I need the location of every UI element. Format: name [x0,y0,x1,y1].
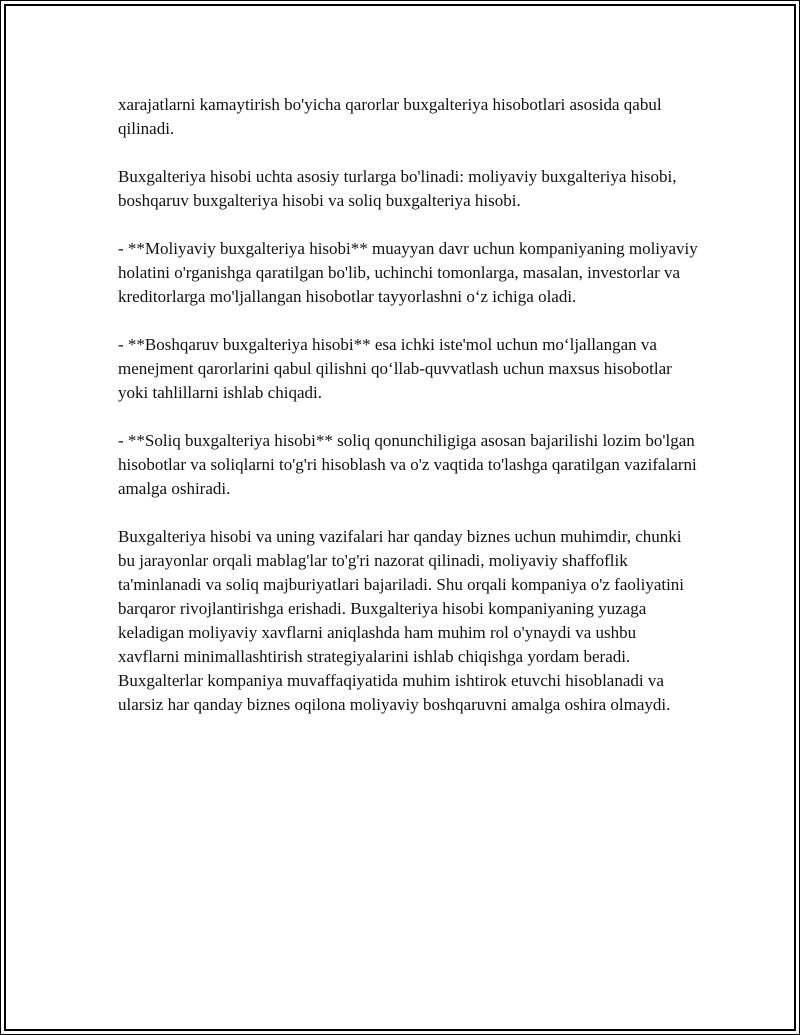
paragraph-tax-accounting: - **Soliq buxgalteriya hisobi** soliq qonunchiligiga asosan bajarilishi lozim bo'lgan hisobotlar va soliqlarni to'g'ri hisoblash va o'z vaqtida to'lashga qaratilgan vazifalarni amalga oshiradi. [118,431,697,498]
paragraph-types-overview: Buxgalteriya hisobi uchta asosiy turlarga bo'linadi: moliyaviy buxgalteriya hisobi, boshqaruv buxgalteriya hisobi va soliq buxgalteriya hisobi. [118,167,677,210]
document-body [118,93,698,741]
paragraph-intro: xarajatlarni kamaytirish bo'yicha qarorlar buxgalteriya hisobotlari asosida qabul qilinadi. [118,95,662,138]
paragraph-financial-accounting: - **Moliyaviy buxgalteriya hisobi** muayyan davr uchun kompaniyaning moliyaviy holatini o'rganishga qaratilgan bo'lib, uchinchi tomonlarga, masalan, investorlar va kreditorlarga mo'ljallangan hisobotlar tayyorlashni o‘z ichiga oladi. [118,239,698,306]
paragraph-management-accounting: - **Boshqaruv buxgalteriya hisobi** esa ichki iste'mol uchun mo‘ljallangan va menejment qarorlarini qabul qilishni qo‘llab-quvvatlash uchun maxsus hisobotlar yoki tahlillarni ishlab chiqadi. [118,335,672,402]
paragraph-conclusion: Buxgalteriya hisobi va uning vazifalari har qanday biznes uchun muhimdir, chunki bu jarayonlar orqali mablag'lar to'g'ri nazorat qilinadi, moliyaviy shaffoflik ta'minlanadi va soliq majburiyatlari bajariladi. Shu orqali kompaniya o'z faoliyatini barqaror rivojlantirishga erishadi. Buxgalteriya hisobi kompaniyaning yuzaga keladigan moliyaviy xavflarni aniqlashda ham muhim rol o'ynaydi va ushbu xavflarni minimallashtirish strategiyalarini ishlab chiqishga yordam beradi. Buxgalterlar kompaniya muvaffaqiyatida muhim ishtirok etuvchi hisoblanadi va ularsiz har qanday biznes oqilona moliyaviy boshqaruvni amalga oshira olmaydi. [118,527,685,714]
